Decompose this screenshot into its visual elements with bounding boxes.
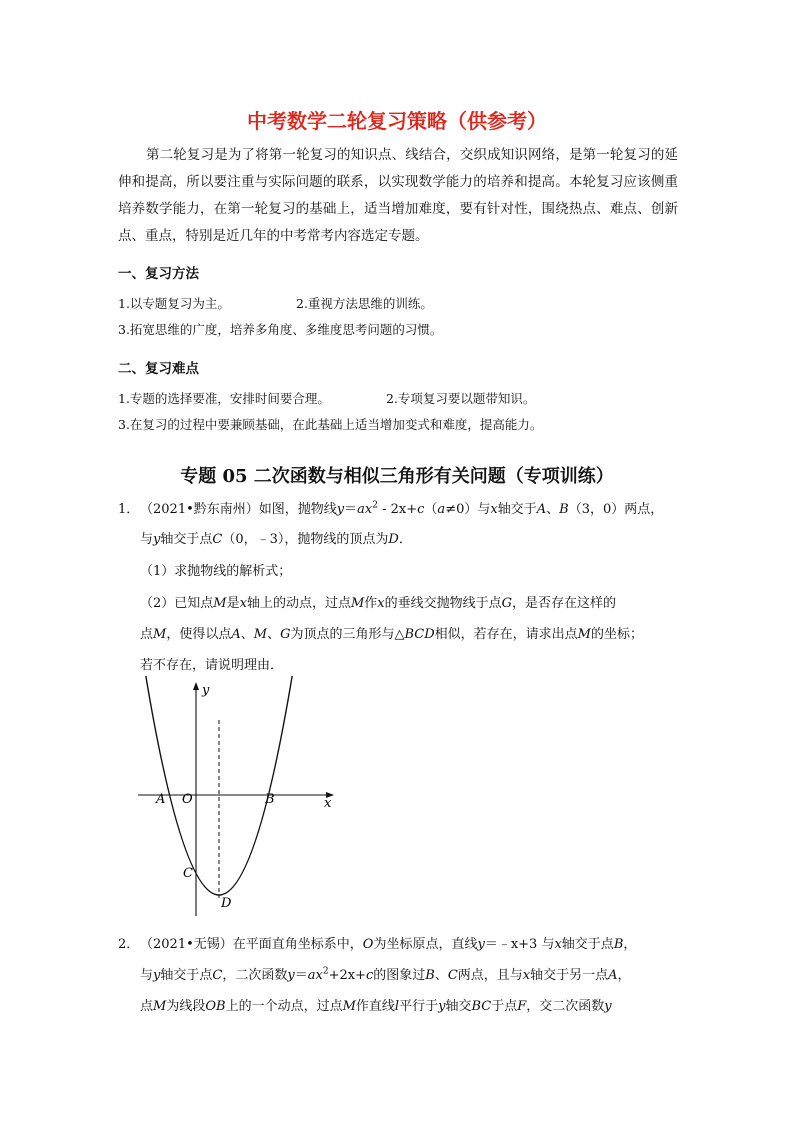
method-item-1: 1.以专题复习为主。 [118,296,230,311]
parabola-graph-figure [130,676,350,926]
intro-paragraph: 第二轮复习是为了将第一轮复习的知识点、线结合，交织成知识网络，是第一轮复习的延伸和提高，所以要注重与实际问题的联系，以实现数学能力的培养和提高。本轮复习应该侧重培养数学能力，在第一轮复习的基础上，适当增加难度，要有针对性，围绕热点、难点、创新点、重点，特别是近几年的中考常考内容选定专题。 [118,147,678,244]
difficulty-item-3: 3.在复习的过程中要兼顾基础，在此基础上适当增加变式和难度，提高能力。 [118,417,543,432]
difficulty-item-1: 1.专题的选择要准，安排时间要合理。 [118,391,330,406]
q1-line-2: 与y轴交于点C（0，﹣3），抛物线的顶点为D． [140,532,412,547]
label-point-A: A [156,792,166,807]
q1-line-1: （2021•黔东南州）如图，抛物线$y=ax^2 - 2x+c(a\ne 0)$与x轴交于A、B（3，0）两点， [140,500,664,517]
difficulty-item-2: 2.专项复习要以题带知识。 [386,391,536,406]
label-point-O: O [182,792,193,807]
q1-part-1: （1）求抛物线的解析式； [140,564,292,579]
method-item-3: 3.拓宽思维的广度，培养多角度、多维度思考问题的习惯。 [118,322,443,337]
y-axis-arrow-icon [193,682,199,690]
section-heading-methods: 一、复习方法 [118,266,199,282]
document-title: 中考数学二轮复习策略（供参考） [247,109,547,133]
label-y: y [202,683,210,698]
label-point-C: C [183,866,193,881]
q2-line-1: （2021•无锡）在平面直角坐标系中，O为坐标原点，直线y＝﹣x+3 与x轴交于点B， [140,937,637,952]
q1-part-2-line-1: （2）已知点M是x轴上的动点，过点M作x的垂线交抛物线于点G，是否存在这样的 [140,596,617,611]
label-x: x [324,796,332,811]
q2-number: 2． [118,937,140,952]
label-point-D: D [221,896,232,911]
q1-part-2-line-2: 点M，使得以点A、M、G为顶点的三角形与△BCD相似，若存在，请求出点M的坐标； [140,627,643,642]
method-item-2: 2.重视方法思维的训练。 [296,296,433,311]
section-heading-difficulties: 二、复习难点 [118,361,199,377]
topic-title: 专题 05 二次函数与相似三角形有关问题（专项训练） [180,466,614,487]
label-point-B: B [265,792,275,807]
q2-line-3: 点M为线段OB上的一个动点，过点M作直线l平行于y轴交BC于点F，交二次函数y [140,999,612,1014]
q2-line-2: 与y轴交于点C，二次函数$y=ax^2+2x+c$的图象过B、C两点，且与x轴交于另一点A， [140,966,631,983]
q1-number: 1． [118,502,140,517]
q1-part-2-line-3: 若不存在，请说明理由． [140,658,284,673]
